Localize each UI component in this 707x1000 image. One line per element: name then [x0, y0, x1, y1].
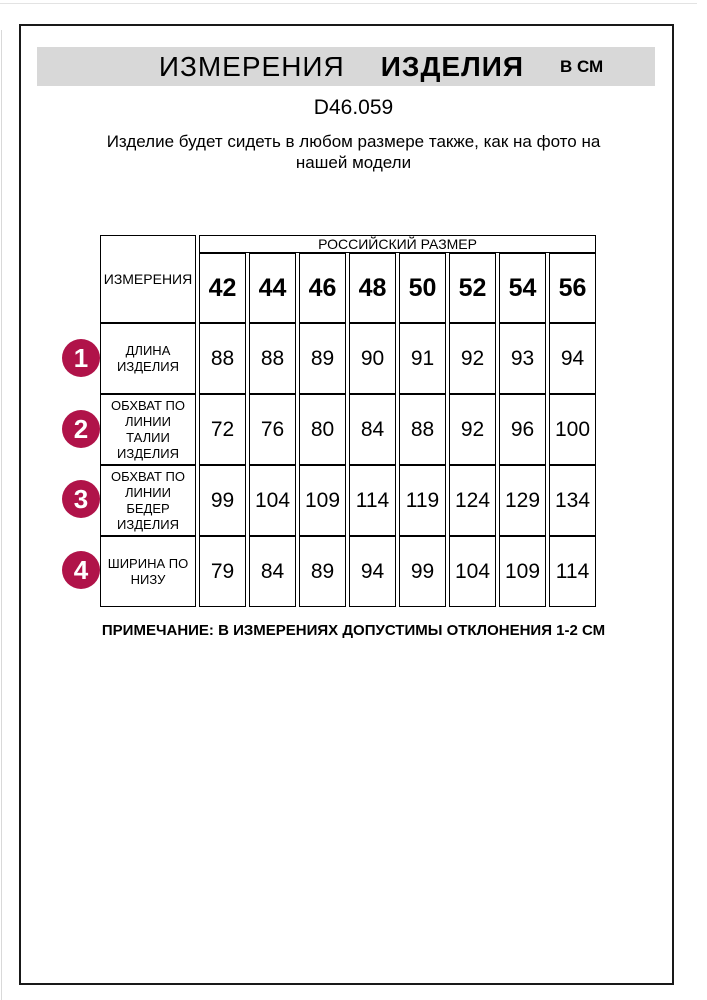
- measurement-value: 80: [299, 394, 346, 465]
- measurement-row: [100, 394, 596, 465]
- size-header-56: 56: [549, 253, 596, 323]
- title-band: [37, 47, 655, 86]
- scan-edge-top: [0, 3, 697, 4]
- measurement-label: ОБХВАТ ПО ЛИНИИ ТАЛИИ ИЗДЕЛИЯ: [100, 394, 196, 465]
- size-header-48: 48: [349, 253, 396, 323]
- measurement-value: 104: [249, 465, 296, 536]
- measurement-value: 88: [249, 323, 296, 394]
- measurement-row: [100, 536, 596, 607]
- measurement-value: 84: [249, 536, 296, 607]
- measurement-label: ОБХВАТ ПО ЛИНИИ БЕДЕР ИЗДЕЛИЯ: [100, 465, 196, 536]
- size-measurement-table: [97, 235, 599, 607]
- title-product: ИЗДЕЛИЯ: [380, 50, 524, 82]
- measurement-label: ШИРИНА ПО НИЗУ: [100, 536, 196, 607]
- measurement-value: 109: [499, 536, 546, 607]
- fit-note-subtitle: Изделие будет сидеть в любом размере также, как на фото на нашей модели: [106, 132, 601, 172]
- measurements-column-header: ИЗМЕРЕНИЯ: [100, 235, 196, 323]
- measurement-value: 90: [349, 323, 396, 394]
- measurement-value: 124: [449, 465, 496, 536]
- size-header-50: 50: [399, 253, 446, 323]
- measurement-value: 109: [299, 465, 346, 536]
- title-measurements: ИЗМЕРЕНИЯ: [158, 50, 345, 82]
- row-number-badge-2: 2: [62, 410, 100, 448]
- measurement-value: 89: [299, 323, 346, 394]
- measurement-value: 94: [549, 323, 596, 394]
- size-header-46: 46: [299, 253, 346, 323]
- measurement-value: 79: [199, 536, 246, 607]
- measurement-value: 99: [399, 536, 446, 607]
- size-header-44: 44: [249, 253, 296, 323]
- measurement-row: [100, 323, 596, 394]
- measurement-value: 129: [499, 465, 546, 536]
- scan-edge-left: [1, 30, 2, 1000]
- measurement-value: 91: [399, 323, 446, 394]
- measurement-value: 96: [499, 394, 546, 465]
- measurement-value: 92: [449, 394, 496, 465]
- measurement-row: [100, 465, 596, 536]
- measurement-value: 100: [549, 394, 596, 465]
- measurement-value: 114: [349, 465, 396, 536]
- size-header-54: 54: [499, 253, 546, 323]
- measurement-value: 104: [449, 536, 496, 607]
- measurement-value: 93: [499, 323, 546, 394]
- row-number-badge-4: 4: [62, 551, 100, 589]
- measurement-value: 134: [549, 465, 596, 536]
- measurement-value: 92: [449, 323, 496, 394]
- measurement-value: 114: [549, 536, 596, 607]
- measurement-value: 99: [199, 465, 246, 536]
- measurement-label: ДЛИНА ИЗДЕЛИЯ: [100, 323, 196, 394]
- row-number-badge-1: 1: [62, 339, 100, 377]
- russian-size-header: РОССИЙСКИЙ РАЗМЕР: [199, 235, 596, 253]
- measurement-value: 94: [349, 536, 396, 607]
- measurement-value: 72: [199, 394, 246, 465]
- measurement-value: 88: [199, 323, 246, 394]
- product-code: D46.059: [313, 96, 394, 119]
- measurement-value: 88: [399, 394, 446, 465]
- measurement-value: 76: [249, 394, 296, 465]
- title-unit-cm: В СМ: [559, 56, 604, 76]
- measurement-value: 119: [399, 465, 446, 536]
- measurement-value: 84: [349, 394, 396, 465]
- size-group-row: [100, 235, 596, 253]
- row-number-badge-3: 3: [62, 480, 100, 518]
- size-header-42: 42: [199, 253, 246, 323]
- size-header-52: 52: [449, 253, 496, 323]
- tolerance-note: ПРИМЕЧАНИЕ: В ИЗМЕРЕНИЯХ ДОПУСТИМЫ ОТКЛОНЕНИЯ 1-2 СМ: [101, 622, 606, 639]
- measurement-value: 89: [299, 536, 346, 607]
